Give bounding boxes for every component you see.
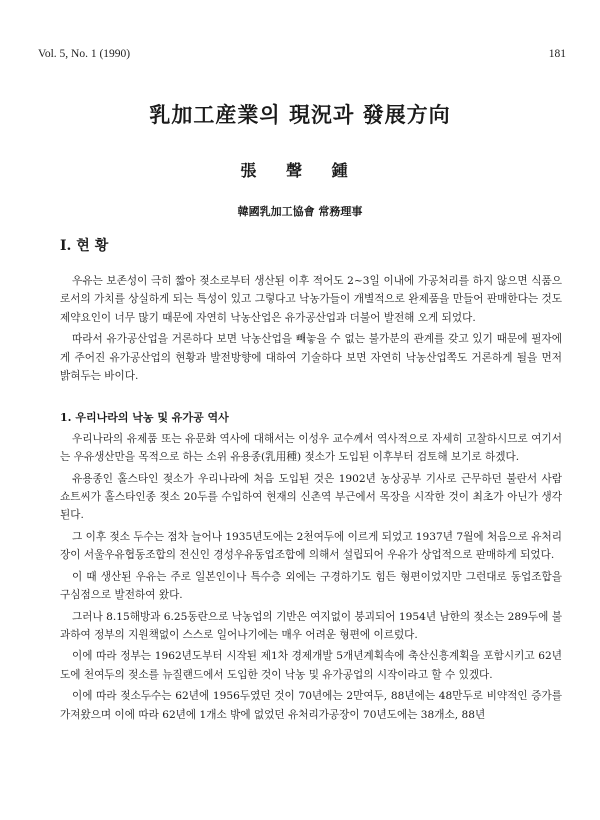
history-paragraph: 우리나라의 유제품 또는 유문화 역사에 대해서는 이성우 교수께서 역사적으로 자세히 고찰하시므로 여기서는 우유생산만을 목적으로 하는 소위 유용종(乳用種) 젖소가 도입된 이후부터 검토해 보기로 하겠다. <box>60 432 562 464</box>
history-paragraph: 이 때 생산된 우유는 주로 일본인이나 특수층 외에는 구경하기도 힘든 형편이었지만 그런대로 동업조합을 구심점으로 발전하여 왔다. <box>60 570 562 602</box>
article-body <box>60 272 562 727</box>
running-header <box>38 48 566 60</box>
article-title: 乳加工産業의 現況과 發展方向 <box>149 102 451 127</box>
page-number: 181 <box>548 48 566 60</box>
history-paragraph: 이에 따라 젖소두수는 62년에 1956두였던 것이 70년에는 2만여두, 88년에는 48만두로 비약적인 증가를 가져왔으며 이에 따라 62년에 1개소 밖에 없었던 유처리가공장이 70년도에는 38개소, 88년 <box>60 690 562 721</box>
intro-paragraph: 따라서 유가공산업을 거론하다 보면 낙농산업을 빼놓을 수 없는 불가분의 관계를 갖고 있기 때문에 필자에게 주어진 유가공산업의 현황과 발전방향에 대하여 기술하다 보면 자연히 낙농산업쪽도 거론하게 될을 먼저 밝혀두는 바이다. <box>60 333 562 383</box>
section-heading: Ⅰ. 현 황 <box>60 238 109 254</box>
volume-info: Vol. 5, No. 1 (1990) <box>38 48 131 60</box>
history-paragraph: 유용종인 홀스타인 젖소가 우리나라에 처음 도입된 것은 1902년 농상공부 기사로 근무하던 불란서 사람 쇼트씨가 홀스타인종 젖소 20두를 수입하여 현재의 신촌역 부근에서 목장을 시작한 것이 최초가 아닌가 생각된다. <box>60 472 562 522</box>
history-paragraph: 이에 따라 정부는 1962년도부터 시작된 제1차 경제개발 5개년계획속에 축산신흥계획을 포함시키고 62년도에 천여두의 젖소를 뉴질랜드에서 도입한 것이 낙농 및 유가공업의 시작이라고 할 수 있겠다. <box>60 650 562 681</box>
intro-paragraph: 우유는 보존성이 극히 짧아 젖소로부터 생산된 이후 적어도 2~3일 이내에 가공처리를 하지 않으면 식품으로서의 가치를 상실하게 되는 특성이 있고 그렇다고 낙농가들이 개별적으로 완제품을 만들어 판매한다는 것도 제약요인이 너무 많기 때문에 자연히 낙농산업은 유가공산업과 더불어 발전해 오게 되었다. <box>60 275 562 324</box>
subsection-heading: 1. 우리나라의 낙농 및 유가공 역사 <box>60 411 229 425</box>
history-paragraph: 그러나 8.15해방과 6.25동란으로 낙농업의 기반은 여지없이 붕괴되어 1954년 남한의 젖소는 289두에 불과하여 정부의 지원책없이 스스로 일어나기에는 매우 어려운 형편에 이르렀다. <box>60 610 562 641</box>
author-affiliation: 韓國乳加工協會 常務理事 <box>237 205 363 218</box>
history-paragraph: 그 이후 젖소 두수는 점차 늘어나 1935년도에는 2천여두에 이르게 되었고 1937년 7월에 처음으로 유처리장이 서울우유협동조합의 전신인 경성우유동업조합에 의해서 설립되어 우유가 상업적으로 판매하게 되었다. <box>60 530 562 562</box>
author-name: 張 聲 鍾 <box>240 161 360 180</box>
